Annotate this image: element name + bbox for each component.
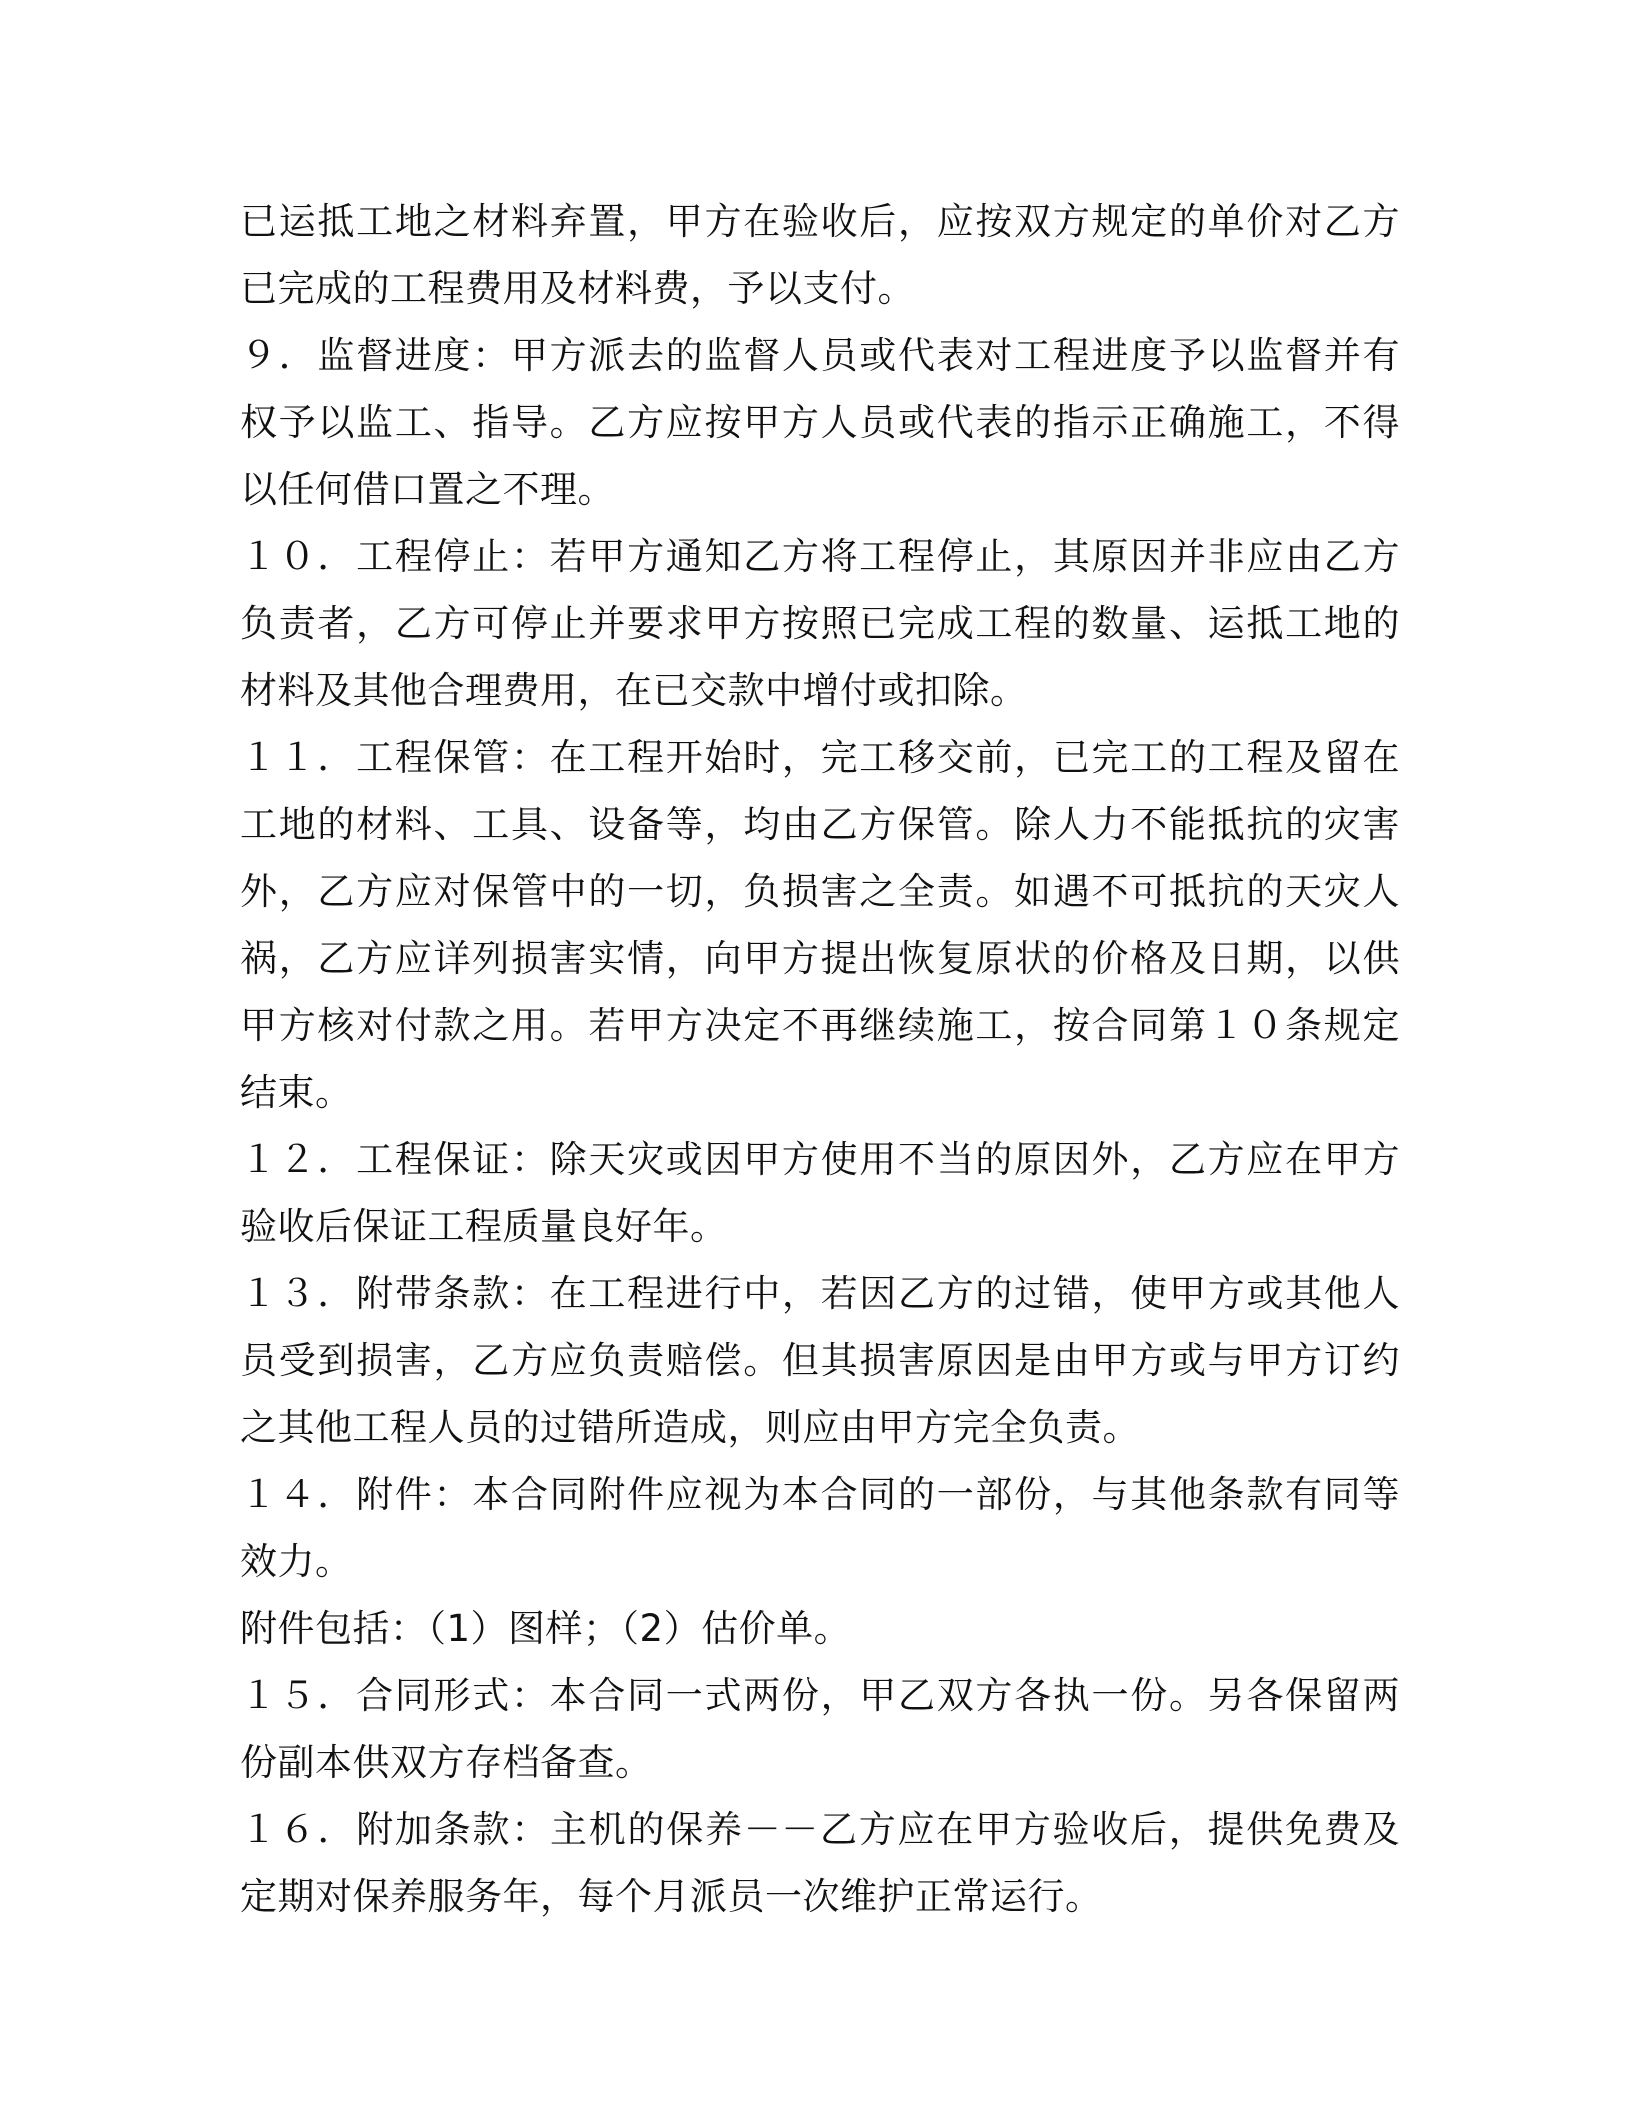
clause-12-guarantee: １２．工程保证：除天灾或因甲方使用不当的原因外，乙方应在甲方验收后保证工程质量良好年。 bbox=[240, 1138, 1400, 1248]
clause-15-contract-form: １５．合同形式：本合同一式两份，甲乙双方各执一份。另各保留两份副本供双方存档备查。 bbox=[240, 1674, 1400, 1784]
paragraph-continuation: 已运抵工地之材料弃置，甲方在验收后，应按双方规定的单价对乙方已完成的工程费用及材料费，予以支付。 bbox=[240, 200, 1400, 310]
document-body bbox=[240, 188, 1400, 1930]
clause-11-custody: １１．工程保管：在工程开始时，完工移交前，已完工的工程及留在工地的材料、工具、设备等，均由乙方保管。除人力不能抵抗的灾害外，乙方应对保管中的一切，负损害之全责。如遇不可抵抗的天灾人祸，乙方应详列损害实情，向甲方提出恢复原状的价格及日期，以供甲方核对付款之用。若甲方决定不再继续施工，按合同第１０条规定结束。 bbox=[240, 736, 1400, 1114]
clause-10-work-stoppage: １０．工程停止：若甲方通知乙方将工程停止，其原因并非应由乙方负责者，乙方可停止并要求甲方按照已完成工程的数量、运抵工地的材料及其他合理费用，在已交款中增付或扣除。 bbox=[240, 535, 1400, 712]
clause-9-supervision: ９．监督进度：甲方派去的监督人员或代表对工程进度予以监督并有权予以监工、指导。乙方应按甲方人员或代表的指示正确施工，不得以任何借口置之不理。 bbox=[240, 334, 1400, 511]
clause-16-supplementary: １６．附加条款：主机的保养－－乙方应在甲方验收后，提供免费及定期对保养服务年，每个月派员一次维护正常运行。 bbox=[240, 1808, 1400, 1918]
clause-14-attachments: １４．附件：本合同附件应视为本合同的一部份，与其他条款有同等效力。 bbox=[240, 1473, 1400, 1583]
clause-13-additional-terms: １３．附带条款：在工程进行中，若因乙方的过错，使甲方或其他人员受到损害，乙方应负责赔偿。但其损害原因是由甲方或与甲方订约之其他工程人员的过错所造成，则应由甲方完全负责。 bbox=[240, 1272, 1400, 1449]
attachments-list: 附件包括：（1）图样；（2）估价单。 bbox=[240, 1607, 852, 1650]
